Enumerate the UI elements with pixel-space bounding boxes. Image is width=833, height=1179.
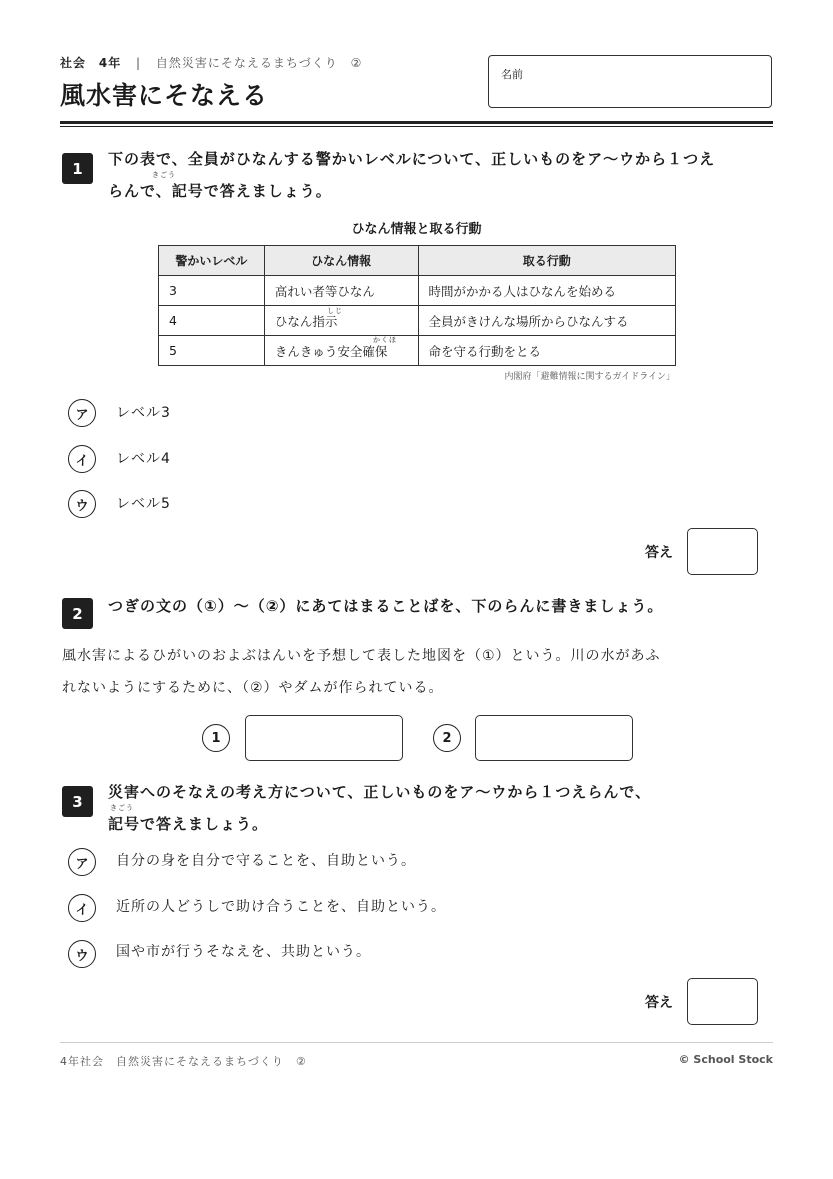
option-mark-i[interactable]: イ <box>68 445 96 473</box>
table-cell-info: 高れい者等ひなん <box>264 276 418 306</box>
question-3-text <box>108 776 788 840</box>
footer-copyright: © School Stock <box>678 1053 773 1066</box>
table-header: 警かいレベル <box>159 246 265 276</box>
footer-left: 4年社会 自然災害にそなえるまちづくり ② <box>60 1055 307 1068</box>
question-number-1: 1 <box>62 153 93 184</box>
table-row <box>159 306 676 336</box>
subject: 社会 <box>60 56 87 70</box>
option-text-u: 国や市が行うそなえを、共助という。 <box>116 944 371 960</box>
answer-label-3: 答え <box>645 995 673 1011</box>
question-1-line2: らんで、記号で答えましょう。 <box>108 182 332 200</box>
option-text-a: 自分の身を自分で守ることを、自助という。 <box>116 853 416 869</box>
separator: | <box>136 56 142 70</box>
table-row <box>159 336 676 366</box>
question-2-body-line1: 風水害によるひがいのおよぶはんいを予想して表した地図を（①）という。川の水があふ <box>62 648 661 664</box>
option-text-i: レベル4 <box>116 451 171 467</box>
header-rule <box>60 121 773 124</box>
answer-box-1[interactable] <box>687 528 758 575</box>
question-2-text: つぎの文の（①）〜（②）にあてはまることばを、下のらんに書きましょう。 <box>108 597 664 615</box>
ruby-kigou-3: きごう <box>110 804 134 812</box>
unit-name: 自然災害にそなえるまちづくり <box>155 56 338 70</box>
blank-field-1[interactable] <box>245 715 403 761</box>
answer-label-1: 答え <box>645 545 673 561</box>
table-cell-action: 全員がきけんな場所からひなんする <box>418 306 675 336</box>
blank-field-2[interactable] <box>475 715 633 761</box>
question-2-body <box>62 640 792 704</box>
question-1-text <box>108 143 788 207</box>
info-table <box>158 245 676 366</box>
ruby-shiji: しじ <box>327 307 343 315</box>
table-cell-info: ひなん指示 <box>264 306 418 336</box>
table-header: ひなん情報 <box>264 246 418 276</box>
table-cell-level: 4 <box>159 306 265 336</box>
footer-rule <box>60 1042 773 1043</box>
blank-label-1: 1 <box>202 724 230 752</box>
blank-label-2: 2 <box>433 724 461 752</box>
option-text-a: レベル3 <box>116 405 171 421</box>
table-header: 取る行動 <box>418 246 675 276</box>
option-mark-u[interactable]: ウ <box>68 490 96 518</box>
ruby-kakuho: かくほ <box>373 336 397 344</box>
question-3-line1: 災害へのそなえの考え方について、正しいものをア〜ウから１つえらんで、 <box>108 783 652 801</box>
grade: 4年 <box>98 56 122 70</box>
ruby-kigou-1: きごう <box>152 171 176 179</box>
table-cell-level: 3 <box>159 276 265 306</box>
option-mark-u[interactable]: ウ <box>68 940 96 968</box>
table-row <box>159 276 676 306</box>
table-header-row <box>159 246 676 276</box>
table-cell-info: きんきゅう安全確保 <box>264 336 418 366</box>
table-caption: ひなん情報と取る行動 <box>351 222 482 237</box>
table-cell-action: 命を守る行動をとる <box>418 336 675 366</box>
option-text-i: 近所の人どうしで助け合うことを、自助という。 <box>116 899 446 915</box>
question-3-line2: 記号で答えましょう。 <box>108 815 269 833</box>
name-field[interactable] <box>488 55 772 108</box>
option-text-u: レベル5 <box>116 496 171 512</box>
option-mark-a[interactable]: ア <box>68 848 96 876</box>
table-cell-action: 時間がかかる人はひなんを始める <box>418 276 675 306</box>
table-source: 内閣府「避難情報に関するガイドライン」 <box>504 372 675 382</box>
question-1-line1: 下の表で、全員がひなんする警かいレベルについて、正しいものをア〜ウから１つえ <box>108 150 716 168</box>
question-number-3: 3 <box>62 786 93 817</box>
name-label: 名前 <box>501 68 523 81</box>
header-subtitle <box>60 54 362 71</box>
question-number-2: 2 <box>62 598 93 629</box>
answer-box-3[interactable] <box>687 978 758 1025</box>
table-cell-level: 5 <box>159 336 265 366</box>
page-title: 風水害にそなえる <box>60 81 269 110</box>
question-2-body-line2: れないようにするために、（②）やダムが作られている。 <box>62 680 444 696</box>
option-mark-a[interactable]: ア <box>68 399 96 427</box>
unit-number: ② <box>350 56 363 70</box>
option-mark-i[interactable]: イ <box>68 894 96 922</box>
header-rule-thin <box>60 126 773 127</box>
